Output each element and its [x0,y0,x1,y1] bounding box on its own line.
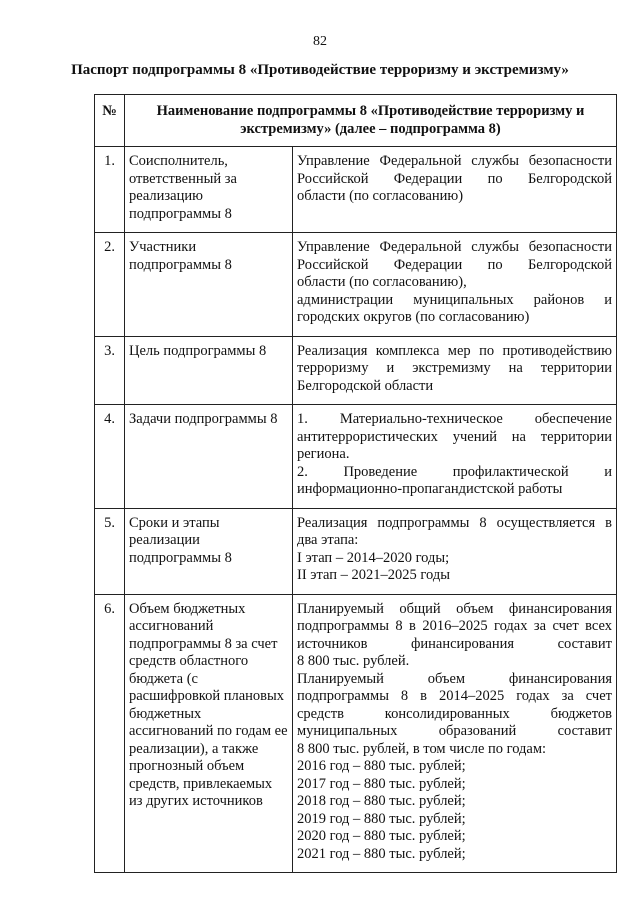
value-line: Управление Федеральной службы безопасности [297,239,612,255]
row-number: 4. [95,405,125,509]
value-line: Реализация подпрограммы 8 осуществляется в [297,514,612,531]
value-line: подпрограммы 8 в 2014–2025 годах за счет [297,688,612,704]
value-line: подпрограммы 8 в 2016–2025 годах за счет всех [297,618,612,634]
header-subprogram-name: Наименование подпрограммы 8 «Противодействие терроризму и экстремизму» (далее – подпрограмма 8) [125,95,617,147]
value-line: 2017 год – 880 тыс. рублей; [297,775,466,792]
row-number: 3. [95,336,125,405]
value-line: источников финансирования составит [297,635,612,652]
value-line: 2019 год – 880 тыс. рублей; [297,810,466,827]
value-line: муниципальных образований составит [297,723,612,739]
value-line: администрации муниципальных районов и [297,291,612,308]
row-label: Объем бюджетных ассигнований подпрограммы 8 за счет средств областного бюджета (с расшифровкой плановых бюджетных ассигнований по годам ее реализации), а также прогнозный объем средств, привлекаемых из других источников [125,594,293,873]
header-number: № [95,95,125,147]
value-line: 2. Проведение профилактической и [297,463,612,480]
table-row [95,233,617,337]
value-line: Планируемый объем финансирования [297,670,612,687]
value-line: 8 800 тыс. рублей, в том числе по годам: [297,740,547,757]
table-header-row [95,95,617,147]
value-line: 2020 год – 880 тыс. рублей; [297,828,466,844]
table-body [95,147,617,873]
value-line: средств консолидированных бюджетов [297,705,612,722]
value-line: Российской Федерации по Белгородской [297,170,612,187]
value-line: области (по согласованию) [297,188,464,204]
table-row [95,147,617,233]
row-number: 5. [95,508,125,594]
row-label: Соисполнитель, ответственный за реализацию подпрограммы 8 [125,147,293,233]
page-number: 82 [313,34,327,49]
row-value [293,336,617,405]
row-value [293,233,617,337]
value-line: информационно-пропагандистской работы [297,481,563,497]
row-number: 6. [95,594,125,873]
row-label: Сроки и этапы реализации подпрограммы 8 [125,508,293,594]
row-label: Участники подпрограммы 8 [125,233,293,337]
value-line: 2016 год – 880 тыс. рублей; [297,758,466,774]
value-line: городских округов (по согласованию) [297,309,530,325]
value-line: Управление Федеральной службы безопасности [297,153,612,169]
value-line: терроризму и экстремизму на территории [297,360,612,376]
row-value [293,594,617,873]
row-value [293,147,617,233]
table-row [95,405,617,509]
row-value [293,405,617,509]
value-line: региона. [297,446,350,462]
row-value [293,508,617,594]
value-line: области (по согласованию), [297,274,467,290]
table-row [95,594,617,873]
value-line: Реализация комплекса мер по противодействию [297,342,612,359]
value-line: антитеррористических учений на территории [297,428,612,445]
document-title: Паспорт подпрограммы 8 «Противодействие терроризму и экстремизму» [71,62,569,78]
value-line: 2021 год – 880 тыс. рублей; [297,845,466,862]
value-line: 2018 год – 880 тыс. рублей; [297,793,466,809]
value-line: I этап – 2014–2020 годы; [297,549,450,566]
passport-table [94,94,617,873]
row-label: Задачи подпрограммы 8 [125,405,293,509]
table-row [95,508,617,594]
value-line: 1. Материально-техническое обеспечение [297,411,612,427]
row-number: 1. [95,147,125,233]
value-line: 8 800 тыс. рублей. [297,653,410,669]
value-line: II этап – 2021–2025 годы [297,567,450,583]
table-row [95,336,617,405]
value-line: два этапа: [297,532,359,548]
value-line: Российской Федерации по Белгородской [297,256,612,273]
value-line: Планируемый общий объем финансирования [297,600,612,617]
value-line: Белгородской области [297,377,434,394]
row-label: Цель подпрограммы 8 [125,336,293,405]
row-number: 2. [95,233,125,337]
